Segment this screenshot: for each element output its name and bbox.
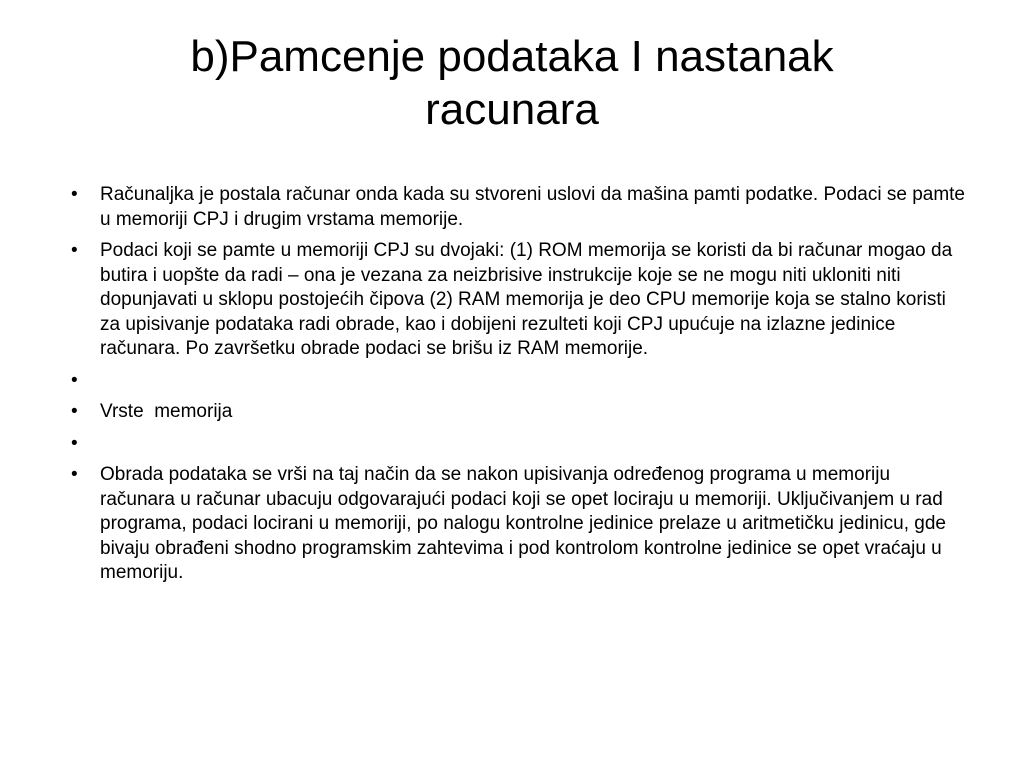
bullet-dot-icon: • [71, 240, 78, 261]
bullet-item [60, 463, 970, 586]
bullet-item [60, 183, 970, 232]
bullet-text: Računaljka je postala računar onda kada su stvoreni uslovi da mašina pamti podatke. Podaci se pamte u memoriji CPJ i drugim vrstama memorije. [100, 184, 966, 230]
slide-title [60, 30, 964, 136]
bullet-dot-icon: • [71, 369, 78, 391]
bullet-list [60, 183, 970, 593]
bullet-item [60, 400, 970, 425]
bullet-text: Podaci koji se pamte u memoriji CPJ su dvojaki: (1) ROM memorija se koristi da bi računar mogao da butira i uopšte da radi – ona je vezana za neizbrisive instrukcije koje se ne mogu niti ukloniti niti dopunjavati u sklopu postojećih čipova (2) RAM memorija je deo CPU memorije koja se stalno koristi za upisivanje podataka radi obrade, kao i dobijeni rezulteti koji CPJ upućuje na izlazne jedinice računara. Po završetku obrade podaci se brišu iz RAM memorije. [100, 240, 953, 359]
slide-title-line-1: b)Pamcenje podataka I nastanak [190, 32, 834, 81]
bullet-item [60, 239, 970, 362]
bullet-dot-icon: • [71, 184, 78, 205]
bullet-text: Obrada podataka se vrši na taj način da se nakon upisivanja određenog programa u memoriju računara u računar ubacuju odgovarajući podaci koji se opet lociraju u memoriji. Uključivanjem u rad programa, podaci locirani u memoriji, po nalogu kontrolne jedinice prelaze u aritmetičku jedinicu, gde bivaju obrađeni shodno programskim zahtevima i pod kontrolom kontrolne jedinice se opet vraćaju u memoriju. [100, 464, 946, 583]
bullet-dot-icon: • [71, 432, 78, 454]
bullet-text: Vrste memorija [100, 401, 233, 422]
bullet-item-empty [60, 369, 970, 394]
slide-title-line-2: racunara [425, 85, 599, 134]
bullet-dot-icon: • [71, 464, 78, 485]
bullet-item-empty [60, 432, 970, 457]
bullet-dot-icon: • [71, 401, 78, 422]
